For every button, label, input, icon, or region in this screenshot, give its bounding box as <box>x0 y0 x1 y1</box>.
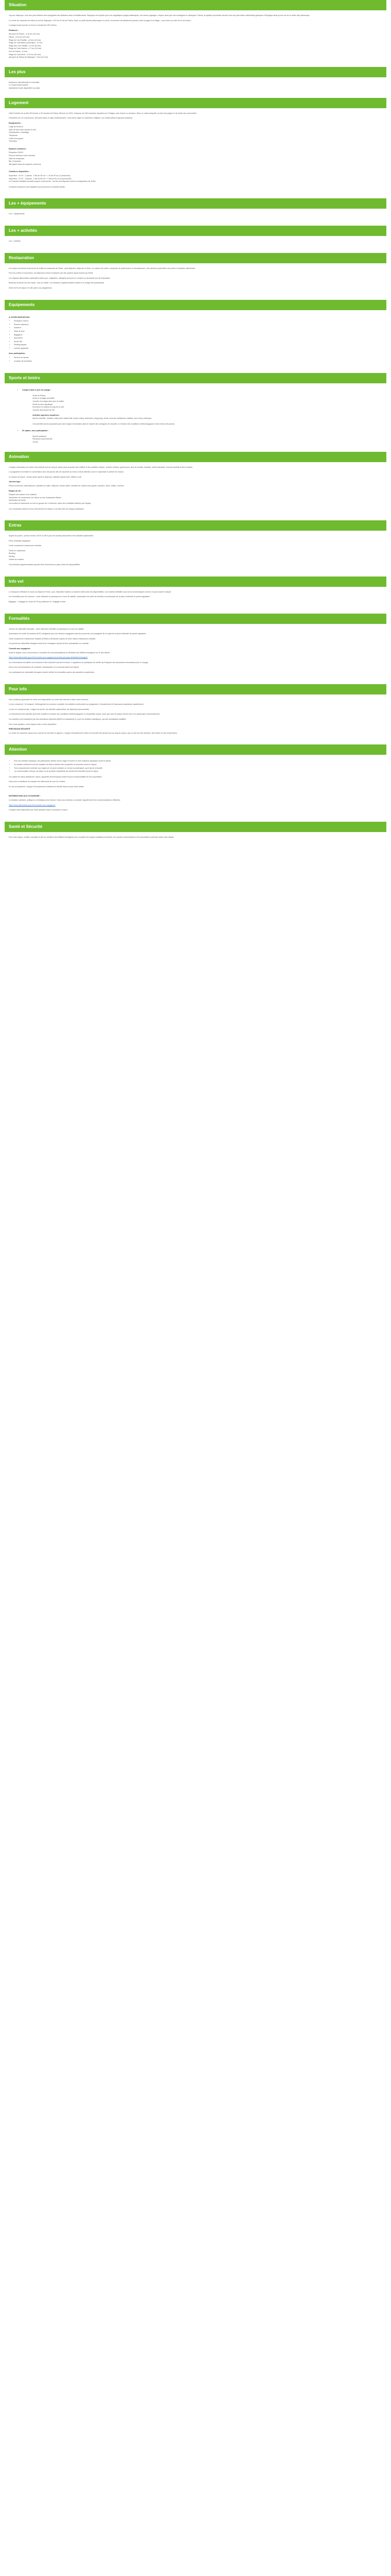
paragraph: Carte européenne d'assurance maladie (CEAM) à demander auprès de votre caisse d'assurance maladie. <box>9 637 96 640</box>
paragraph: Argent de poche : prévoir environ 100 € à 150 € pour les achats personnels et les activités optionnelles. <box>9 535 94 537</box>
list-item: Linge de lit fourni <box>9 126 23 128</box>
list-item: • Piscine extérieure <box>14 324 382 327</box>
section-header-attention: Attention <box>5 744 386 755</box>
list-item: • Location de serviettes <box>14 360 382 363</box>
list-item: Excursion en bateau le long de la côte <box>32 406 64 409</box>
distance-item: Plage de Cala Gamba : à 7 km (10 min) <box>9 47 42 50</box>
distance-item: Plage de Cala Nova : à 10 km (15 min) <box>9 53 41 56</box>
paragraph: Sports collectifs : football, volley-ball, basket-ball, beach-volley, badminton, ping-pong, tennis, tournois multisports, natation, jeux d'eau, pétanque. <box>32 417 152 419</box>
list-item: • Service de laverie <box>14 357 382 360</box>
note: Certaines chambres sont adaptées aux personnes à mobilité réduite. <box>9 185 66 188</box>
section-header-equipements: Equipements <box>5 300 386 310</box>
list-item: Bar et terrasse <box>9 160 21 163</box>
paragraph: Les objets de valeur (téléphone, bijoux, appareils électroniques) restent sous la responsabilité de leur propriétaire. <box>9 775 103 778</box>
paragraph: L'équipe reste disponible pour toute question avant et pendant le séjour. <box>9 809 68 811</box>
paragraph: Les formalités pour les mineurs : carte d'identité ou passeport en cours de validité, autorisation de sortie du territoire et photocopie de la pièce d'identité du parent signataire. <box>9 596 151 598</box>
list-item: Coffre-fort payant <box>9 137 23 140</box>
list-item: Interdiction de fumer <box>9 499 26 502</box>
paragraph: Carte européenne d'assurance maladie. <box>9 545 42 547</box>
section-header-plus-activites: Les + activités <box>5 226 386 236</box>
list-item: Superficie : 20 m² - 3 places : 2 lits de 90 cm + 1 lit de 90 cm (3 personnes) <box>9 175 71 177</box>
list-item: Interdiction de consommer de l'alcool ou des substances illicites <box>9 496 61 499</box>
list-item: Jet-ski <box>32 440 38 443</box>
equipements-items-title: A VOTRE DISPOSITION : <box>9 316 31 318</box>
list-item: Piscine extérieure avec transats <box>9 155 35 157</box>
section-header-pour-info: Pour info <box>5 684 386 694</box>
equipements-title: Equipements : <box>9 122 22 124</box>
distance-item: Plage des Can Pastilla : à 5 km (5 min) <box>9 44 41 47</box>
paragraph: En cas de problème, l'équipe d'encadrement contactera la famille dans les plus brefs délais. <box>9 785 85 788</box>
paragraph: Pièce d'identité obligatoire. <box>9 539 31 542</box>
section-header-situation: Situation <box>5 0 386 10</box>
schedule-title: Journée type : <box>9 481 22 483</box>
list-item: • La consommation d'alcool, de tabac ou de produits stupéfiants est strictement interdite durant le séjour. <box>14 770 382 773</box>
sports-included-title: • Compris dans le prix du voyage : <box>22 389 382 392</box>
section-header-logement: Logement <box>5 98 386 108</box>
list-item: Karting <box>9 555 15 558</box>
section-header-info-vol: Info vol <box>5 577 386 587</box>
paragraph: Boissons incluses lors des repas : eau en carafe. Les boissons supplémentaires restent à la charge des participants. <box>9 282 105 284</box>
paragraph: Pour toute question, notre équipe reste à votre disposition. <box>9 723 57 725</box>
rules-title: Règles de vie : <box>9 489 22 492</box>
section-info-vol <box>5 587 386 609</box>
section-pour-info <box>5 694 386 740</box>
section-header-animation: Animation <box>5 452 386 462</box>
paragraph: Nous vous recommandons de contacter l'ambassade ou le consulat avant tout départ. <box>9 666 79 669</box>
paragraph: La plage la plus proche se trouve à seulement 250 mètres. <box>9 24 57 27</box>
list-item: • Ascenseur <box>14 337 382 340</box>
list-item: Sortie au parc aquatique <box>32 403 53 405</box>
paragraph: L'équipe d'animation du centre est présente tout au long du séjour pour proposer des veillées et des activités variées : soirées à thème, grands jeux, jeux de société, karaoké, soirée dansante, tournois sportifs et bien d'autres. <box>9 466 193 468</box>
section-header-extras: Extras <box>5 520 386 531</box>
section-header-sports: Sports et loisirs <box>5 373 386 383</box>
list-item: Superficie : 22 m² - 4 places : 2 lits de 90 cm + 2 lits de 90 cm (4 personnes) <box>9 177 72 180</box>
distance-item: Palma : à 24 km (20 min) <box>9 36 30 38</box>
section-formalites <box>5 624 386 680</box>
list-item: Accès à la plage surveillée <box>32 397 55 400</box>
list-item: • Tout comportement contraire aux règles de vie peut entraîner un renvoi du participant, aux frais de la famille. <box>14 767 382 770</box>
common-title: Espaces communs : <box>9 147 27 150</box>
paragraph: Le rythme du séjour : temps calme après le déjeuner, activités l'après-midi, veillée le soir. <box>9 476 82 478</box>
list-item: Journée à la plage avec jeux de ballon <box>32 400 64 403</box>
list-item: • Réception 24h/24 <box>14 320 382 323</box>
section-header-plus-equipements: Les + équipements <box>5 198 386 209</box>
sports-paid-title: • En option, avec participation : <box>22 430 382 433</box>
paragraph: Ces activités supplémentaires peuvent être réservées sur place selon les disponibilités. <box>9 564 80 566</box>
paragraph: Les régimes alimentaires particuliers (sans porc, végétarien, allergies) sont pris en compte sur demande lors de l'inscription. <box>9 277 111 279</box>
diplomatie-link[interactable]: https://www.diplomatie.gouv.fr/fr/conseils-aux-voyageurs/conseils-par-pays-destination/espagne/ <box>9 656 88 659</box>
section-header-restauration: Restauration <box>5 253 386 263</box>
list-item: • Pour les activités nautiques, les participants doivent savoir nager et fournir un test d'aisance aquatique avant le départ. <box>14 760 382 763</box>
list-item: Respect des autres et du matériel <box>9 494 37 496</box>
rooms-title: Chambres disponibles : <box>9 171 30 173</box>
paragraph: Les + équipements <box>9 213 25 215</box>
section-header-plus: Les plus <box>5 67 386 77</box>
paragraph: Le prix comprend : le transport, l'hébergement en pension complète, les activités mentionnées au programme, l'encadrement et l'assurance assistance rapatriement. <box>9 703 144 706</box>
distances-title: Distances : <box>9 29 19 31</box>
list-item: Journée découverte de l'île <box>32 409 55 411</box>
info-link[interactable]: https://www.diplomatie.gouv.fr/fr/conseils-aux-voyageurs/ <box>9 804 56 806</box>
list-item: • Accès wifi <box>14 341 382 344</box>
paragraph: Jeunes de nationalité française : carte nationale d'identité ou passeport en cours de validité. <box>9 628 85 630</box>
section-attention <box>5 755 386 817</box>
paragraph: Les informations formalités sont données à titre indicatif et peuvent évoluer. Il appartient au participant de vérifier qu'il dispose des documents nécessaires pour le voyage. <box>9 661 149 664</box>
paragraph: La situation sanitaire, politique ou climatique peut évoluer. Nous vous invitons à consulter régulièrement les recommandations officielles. <box>9 799 121 802</box>
list-item: Bowling <box>9 552 15 555</box>
section-plus-equipements <box>5 209 386 221</box>
list-item: • Salle de jeux <box>14 330 382 333</box>
distance-item: Aéroport de Palma : à 16 km (15 min) <box>9 33 40 36</box>
paragraph: Cap sur Majorque, l'une des plus célèbres des espagnoles des Baléares dans la Méditerranée. Majorque est réputée pour ses magnifiques plages baléariques, ses beaux paysages, criques, ainsi que ses montagnes et calanques. Palma, la capitale provinciale dévoile l'une des plus belles cathédrales gothiques d'Espagne ainsi qu'une rue de la vieille ville pittoresque. <box>9 14 310 16</box>
paragraph: Les participants de nationalité étrangère doivent vérifier les formalités auprès des autorités compétentes. <box>9 671 95 673</box>
paragraph: Avant le départ, nous vous invitons à consulter les recommandations du Ministère des Affaires étrangères sur le site officiel : <box>9 651 111 654</box>
paragraph: Les + activités <box>9 240 21 242</box>
paragraph: Pour votre séjour, veuillez consulter le site du ministère des Affaires étrangères pour connaître les risques sanitaires éventuels, les vaccins recommandés et les précautions à prendre avant votre départ. <box>9 836 174 838</box>
paragraph: Le centre de vacances répond aux normes de sécurité en vigueur. L'équipe d'encadrement veille à la sécurité des jeunes tout au long du séjour, que ce soit lors des activités, des sorties ou des temps libres. <box>9 732 178 734</box>
list-item: La Chambre familiale accueille jusqu'à 4 personnes ; les lits sont disposés selon la configuration de l'hôtel. <box>9 180 96 183</box>
paragraph: Les encadrants veillent au bon déroulement du séjour et au bien-être de chaque participant. <box>9 507 85 510</box>
list-item: Téléphone <box>9 134 18 137</box>
list-item: Les sorties en autonomie se font en groupe de 3 minimum, selon des modalités définies par l'équipe <box>9 502 91 504</box>
paragraph: Réveil échelonné, petit-déjeuner, activités du matin, déjeuner, temps calme, activités de l'après-midi, goûter, douches, dîner, veillée, coucher. <box>9 484 124 487</box>
section-restauration <box>5 263 386 295</box>
paragraph: Pour les sorties et excursions, les déjeuners seront remplacés par des paniers-repas fournis par l'hôtel. <box>9 272 94 275</box>
list-item: Salle de restaurant <box>9 157 25 160</box>
sports-activities-title: Activités sportives encadrées : <box>32 414 60 417</box>
paragraph: Ces activités seront proposées par notre équipe d'animation dans le respect des consignes de sécurité, en fonction des conditions météorologiques et des envies des jeunes. <box>32 422 175 425</box>
paragraph: Chambres de 3 à 4 personnes, décorées dans un style méditerranéen. Vous serez logés en chambres multiples, non mixtes (filles et garçons séparés). <box>9 117 133 120</box>
section-sante <box>5 832 386 844</box>
distance-item: Aéroport de Palma de Majorque : 8 km (10 min) <box>9 56 48 59</box>
paragraph: Nous vous conseillons de marquer les vêtements au nom de l'enfant. <box>9 781 66 783</box>
distance-item: Plage de Can Pastilla : à 8 km (10 min) <box>9 39 41 41</box>
section-situation <box>5 10 386 62</box>
list-item: Visite de Palma <box>32 394 45 397</box>
paragraph: Dîner de fin de séjour en ville (prévu au programme). <box>9 286 53 289</box>
section-plus <box>5 77 386 93</box>
list-item: Télévision <box>9 140 18 143</box>
list-item: • Solarium <box>14 327 382 330</box>
list-item: • Laverie (payante) <box>14 347 382 350</box>
list-item: Parachute ascensionnel <box>32 438 53 440</box>
list-item: Sports nautiques <box>32 435 46 437</box>
paragraph: Le déroulement des activités peut être modifié en fonction des conditions météorologiques ou d'impératifs locaux, sans que cela ne puisse donner lieu à un quelconque remboursement. <box>9 713 160 716</box>
paragraph: Le transport s'effectue en avion au départ de Paris, Lyon, Marseille, Nantes ou d'autres villes selon les disponibilités. Les horaires définitifs vous seront communiqués environ 10 jours avant le départ. <box>9 590 172 593</box>
distance-item: Port de Palma : à 5 km <box>9 50 28 53</box>
list-item: • Parking payant <box>14 344 382 347</box>
list-item: Climatisation / chauffage <box>9 131 29 134</box>
paragraph: Bagages : 1 bagage en soute de 20 kg maximum et 1 bagage à main. <box>9 601 67 603</box>
section-equipements <box>5 310 386 369</box>
paragraph: Les jeunes de nationalité étrangère doivent se renseigner auprès de leur ambassade ou consulat. <box>9 642 89 645</box>
section-animation <box>5 462 386 516</box>
info-title: INFORMATIONS AUX VOYAGEURS : <box>9 795 41 798</box>
section-logement <box>5 108 386 194</box>
paragraph: Le prix ne comprend pas : l'argent de poche, les activités optionnelles, les dépenses personnelles. <box>9 708 90 710</box>
plus-item: Le Grand Supermarché <box>9 84 28 87</box>
page <box>0 0 391 850</box>
paragraph: Le programme est établi en concertation avec les jeunes afin de répondre au mieux à leurs attentes, tout en respectant le rythme de chacun. <box>9 471 124 473</box>
plus-item: Assistance locale disponible sur place <box>9 87 40 89</box>
notice-title: Conseils aux voyageurs : <box>9 648 31 650</box>
paragraph: Nos conditions générales de vente sont disponibles sur notre site internet et dans notre brochure. <box>9 698 89 701</box>
section-header-formalites: Formalités <box>5 614 386 624</box>
list-item: Réception 24h/24 <box>9 151 24 154</box>
proof-title: PRÉCISIONS SÉCURITÉ <box>9 728 30 731</box>
plus-item: Ambiance internationale et conviviale <box>9 81 40 83</box>
paragraph: Le centre de vacances est situé au sud de Majorque, à 20 km à l'est de Palma. Dans ce petit hameau pittoresque et coloré, la structure est idéalement placée entre la plage et le village : vous serez au cœur de la vie locale ! <box>9 19 192 22</box>
list-item: Wifi gratuit dans les espaces communs <box>9 163 41 165</box>
list-item: • Un dossier médical et la fiche sanitaire de liaison doivent être complétés et retournés avant le départ. <box>14 764 382 767</box>
paragraph: Les repas sont servis sous forme de buffet au restaurant de l'hôtel : petit-déjeuner, déjeuner et dîner. La cuisine est variée, composée de plats locaux et internationaux. Une attention particulière est portée à l'équilibre alimentaire. <box>9 267 196 269</box>
section-sports <box>5 383 386 447</box>
paragraph: Hôtel 3 étoiles de la ville d'El Arenal, à 30 minutes de Palma. Rénové en 2020, il dispose de 158 chambres réparties sur 5 étages, avec balcon ou terrasse. Dans un cadre tranquille, proche des plages et de toutes les commodités. <box>9 112 197 114</box>
section-header-sante: Santé et Sécurité <box>5 822 386 832</box>
list-item: Sortie en catamaran <box>9 549 26 552</box>
paragraph: Autorisation de sortie du territoire (AST) obligatoire pour les mineurs voyageant sans leurs parents, accompagnée de la copie de la pièce d'identité du parent signataire. <box>9 633 146 635</box>
list-item: • Bagagerie <box>14 334 382 337</box>
equipements-paid-title: Avec participation : <box>9 352 26 355</box>
section-plus-activites <box>5 236 386 248</box>
list-item: Visites de musées <box>9 558 24 561</box>
distance-item: Plage de Cala Blava (Llucmajor) : à 2 km <box>9 42 43 44</box>
paragraph: Les activités sont encadrées par des animateurs diplômés (BAFA ou équivalent) et, pour les activités spécifiques, par des prestataires qualifiés. <box>9 718 126 720</box>
list-item: Salle de bain avec douche et WC <box>9 128 37 131</box>
section-extras <box>5 531 386 572</box>
